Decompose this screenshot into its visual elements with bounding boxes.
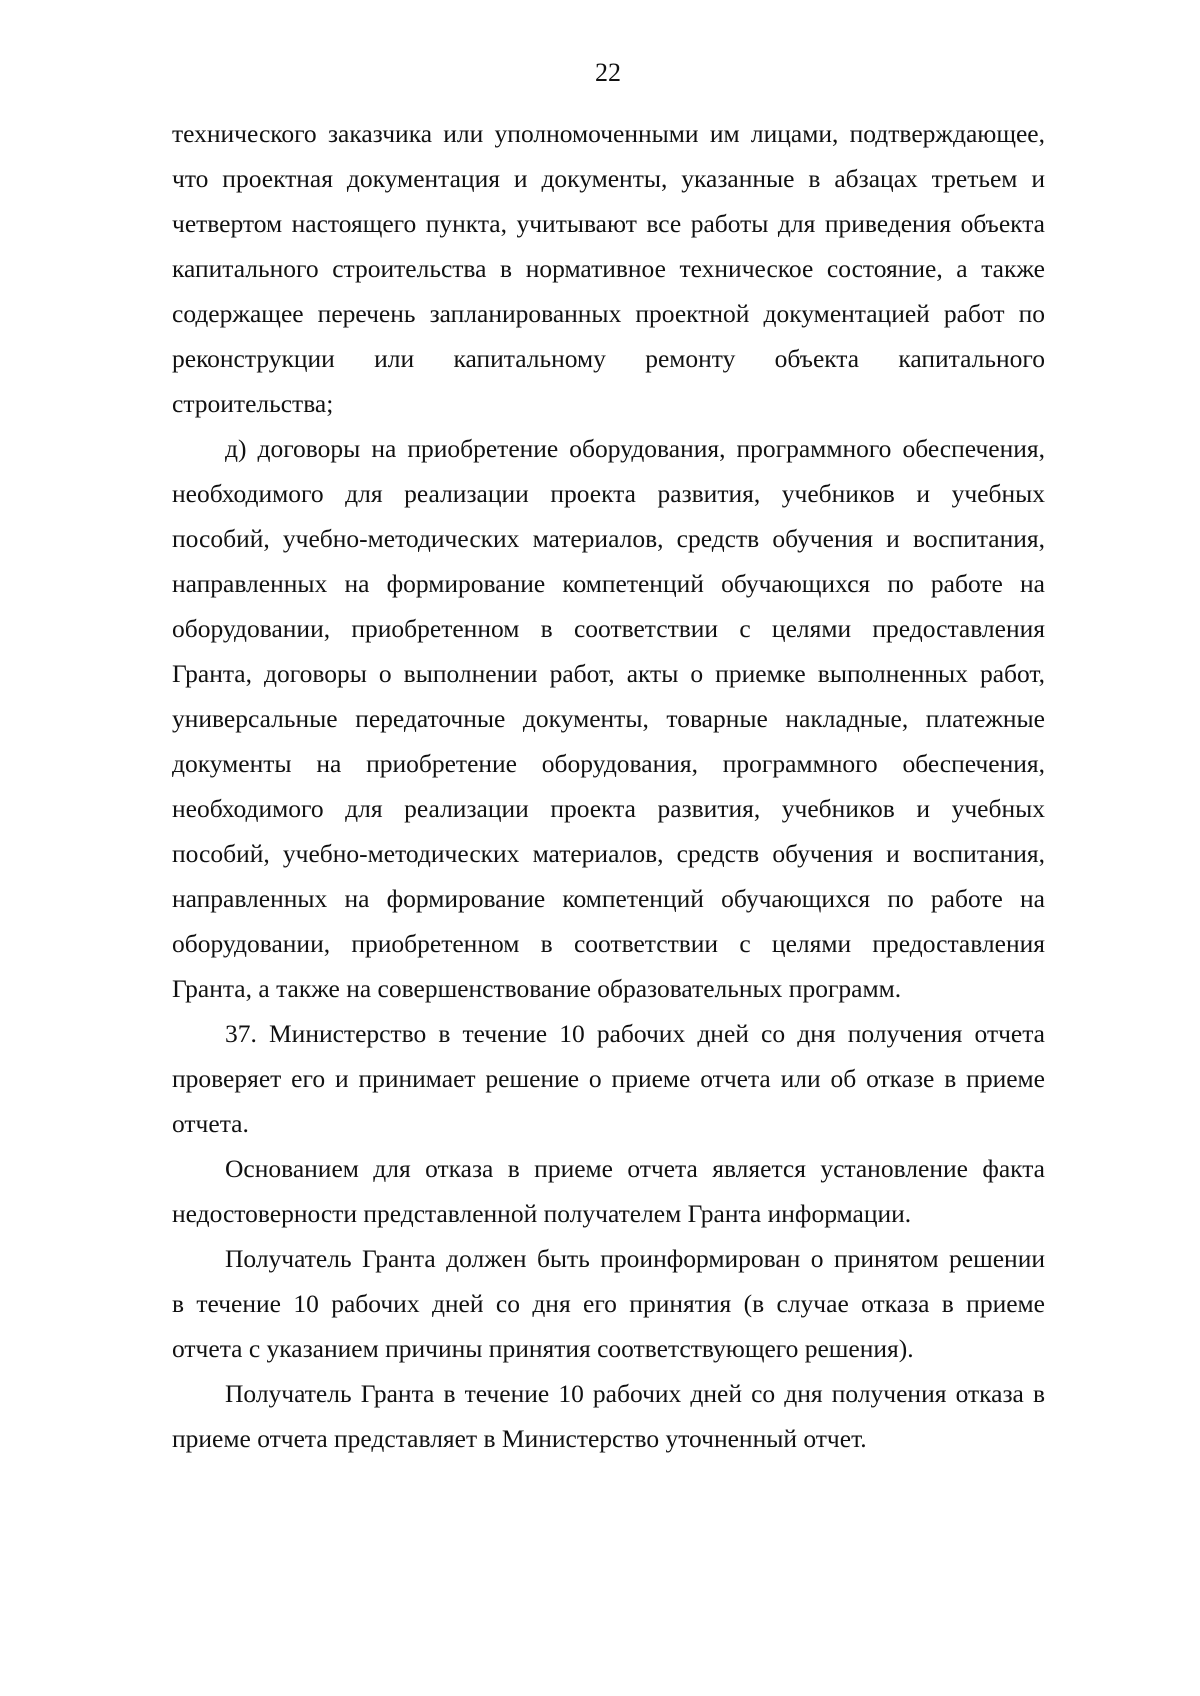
text-line: универсальные передаточные документы, товарные накладные, платежные xyxy=(172,704,1045,733)
text-line: четвертом настоящего пункта, учитывают все работы для приведения объекта xyxy=(172,209,1045,238)
text-line: содержащее перечень запланированных проектной документацией работ по xyxy=(172,299,1045,328)
text-line: проверяет его и принимает решение о приеме отчета или об отказе в приеме xyxy=(172,1064,1045,1093)
text-line: недостоверности представленной получателем Гранта информации. xyxy=(172,1199,912,1228)
text-line: документы на приобретение оборудования, программного обеспечения, xyxy=(172,749,1045,778)
text-line: капитального строительства в нормативное техническое состояние, а также xyxy=(172,254,1045,283)
paragraph xyxy=(172,1146,1045,1236)
paragraph xyxy=(172,1236,1045,1371)
text-line: отчета с указанием причины принятия соответствующего решения). xyxy=(172,1334,914,1363)
text-line: оборудовании, приобретенном в соответствии с целями предоставления xyxy=(172,614,1045,643)
text-line: Гранта, а также на совершенствование образовательных программ. xyxy=(172,974,902,1003)
text-line: что проектная документация и документы, указанные в абзацах третьем и xyxy=(172,164,1045,193)
paragraph xyxy=(172,426,1045,1011)
text-line: 37. Министерство в течение 10 рабочих дней со дня получения отчета xyxy=(225,1019,1045,1048)
text-line: отчета. xyxy=(172,1109,249,1138)
text-line: оборудовании, приобретенном в соответствии с целями предоставления xyxy=(172,929,1045,958)
text-line: Основанием для отказа в приеме отчета является установление факта xyxy=(225,1154,1045,1183)
text-line: реконструкции или капитальному ремонту объекта капитального xyxy=(172,344,1045,373)
text-line: приеме отчета представляет в Министерство уточненный отчет. xyxy=(172,1424,867,1453)
text-line: технического заказчика или уполномоченными им лицами, подтверждающее, xyxy=(172,119,1045,148)
text-line: Получатель Гранта должен быть проинформирован о принятом решении xyxy=(225,1244,1045,1273)
text-line: д) договоры на приобретение оборудования, программного обеспечения, xyxy=(225,434,1045,463)
text-line: направленных на формирование компетенций обучающихся по работе на xyxy=(172,569,1045,598)
document-body xyxy=(172,111,1045,1461)
text-line: пособий, учебно-методических материалов, средств обучения и воспитания, xyxy=(172,839,1045,868)
text-line: необходимого для реализации проекта развития, учебников и учебных xyxy=(172,479,1045,508)
text-line: направленных на формирование компетенций обучающихся по работе на xyxy=(172,884,1045,913)
text-line: необходимого для реализации проекта развития, учебников и учебных xyxy=(172,794,1045,823)
paragraph xyxy=(172,1011,1045,1146)
text-line: в течение 10 рабочих дней со дня его принятия (в случае отказа в приеме xyxy=(172,1289,1045,1318)
text-line: пособий, учебно-методических материалов, средств обучения и воспитания, xyxy=(172,524,1045,553)
page-number: 22 xyxy=(595,58,621,87)
text-line: Получатель Гранта в течение 10 рабочих дней со дня получения отказа в xyxy=(225,1379,1045,1408)
paragraph xyxy=(172,111,1045,426)
text-line: Гранта, договоры о выполнении работ, акты о приемке выполненных работ, xyxy=(172,659,1045,688)
text-line: строительства; xyxy=(172,389,334,418)
paragraph xyxy=(172,1371,1045,1461)
